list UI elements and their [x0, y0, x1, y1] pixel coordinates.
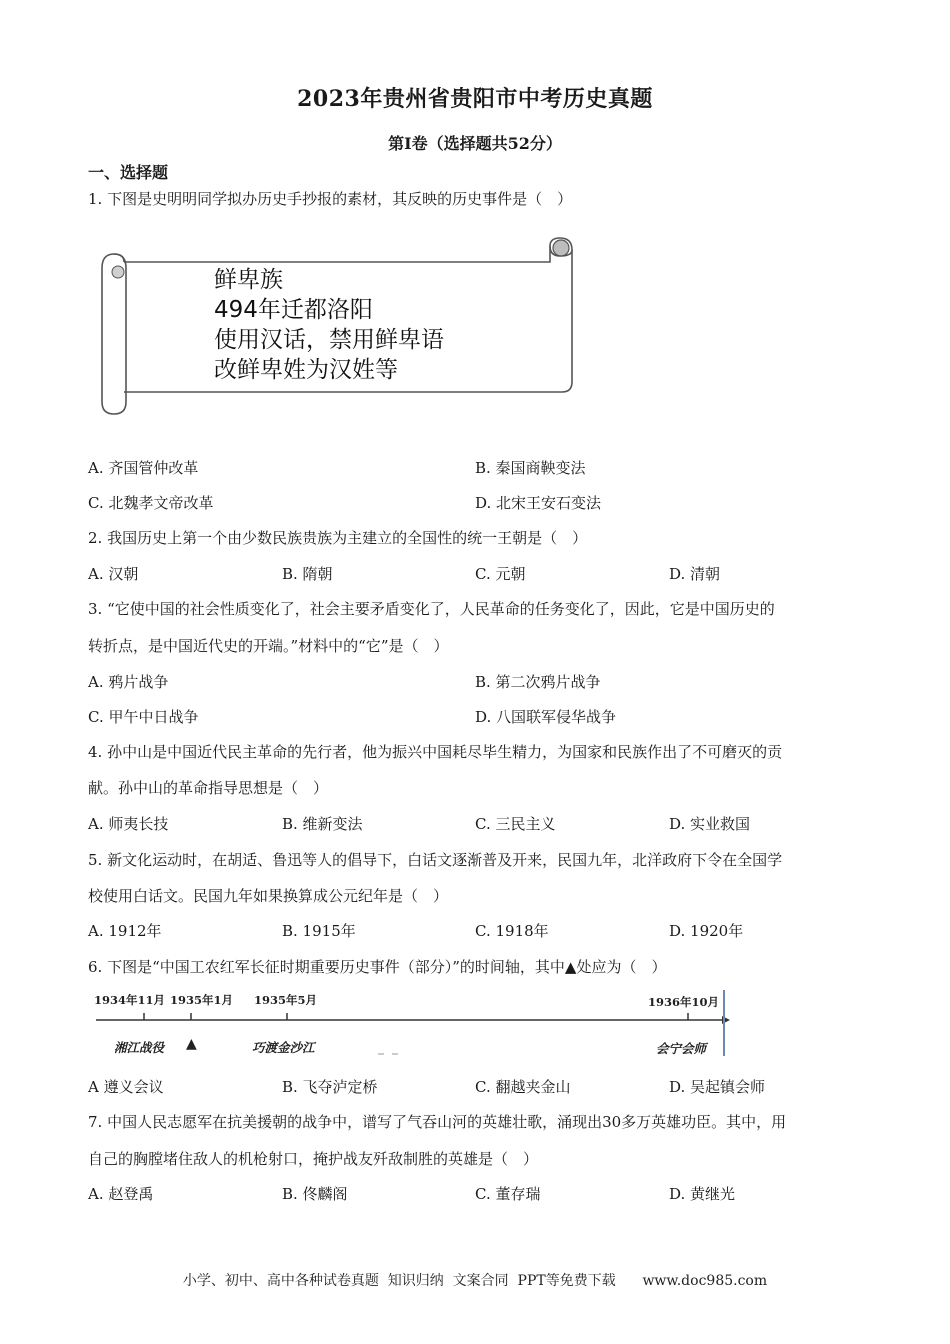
timeline-date: 1935年5月 — [254, 993, 318, 1007]
q7-option-a[interactable]: A. 赵登禹 — [88, 1185, 154, 1203]
page-footer: 小学、初中、高中各种试卷真题 知识归纳 文案合同 PPT等免费下载 www.doc985.com — [182, 1273, 768, 1289]
q7-option-c[interactable]: C. 董存瑞 — [475, 1185, 541, 1203]
q1-option-d[interactable]: D. 北宋王安石变法 — [475, 494, 602, 512]
q5-stem-line1: 5. 新文化运动时，在胡适、鲁迅等人的倡导下，白话文逐渐普及开来，民国九年，北洋政府下令在全国学 — [88, 851, 783, 869]
q2-option-b[interactable]: B. 隋朝 — [282, 565, 333, 583]
scroll-line: 使用汉话，禁用鲜卑语 — [214, 327, 444, 353]
page-subtitle: 第Ⅰ卷（选择题共52分） — [388, 134, 562, 153]
q5-option-b[interactable]: B. 1915年 — [282, 922, 356, 940]
q2-option-c[interactable]: C. 元朝 — [475, 565, 526, 583]
timeline-date: 1936年10月 — [648, 995, 720, 1009]
q5-option-c[interactable]: C. 1918年 — [475, 922, 549, 940]
q6-option-c[interactable]: C. 翻越夹金山 — [475, 1078, 571, 1096]
q2-option-d[interactable]: D. 清朝 — [669, 565, 721, 583]
q7-stem-line2: 自己的胸膛堵住敌人的机枪射口，掩护战友歼敌制胜的英雄是（ ） — [88, 1150, 539, 1168]
q7-option-b[interactable]: B. 佟麟阁 — [282, 1185, 348, 1203]
q5-option-a[interactable]: A. 1912年 — [88, 922, 162, 940]
scroll-text — [214, 265, 444, 385]
q2-option-a[interactable]: A. 汉朝 — [88, 565, 139, 583]
q5-stem-line2: 校使用白话文。民国九年如果换算成公元纪年是（ ） — [88, 887, 449, 905]
timeline-date: 1934年11月 — [94, 993, 166, 1007]
q6-option-b[interactable]: B. 飞夺泸定桥 — [282, 1078, 378, 1096]
q7-option-d[interactable]: D. 黄继光 — [669, 1185, 736, 1203]
page-title: 2023年贵州省贵阳市中考历史真题 — [297, 86, 653, 112]
q3-option-b[interactable]: B. 第二次鸦片战争 — [475, 673, 601, 691]
q2-stem: 2. 我国历史上第一个由少数民族贵族为主建立的全国性的统一王朝是（ ） — [88, 529, 588, 547]
q3-option-a[interactable]: A. 鸦片战争 — [88, 673, 169, 691]
q1-stem: 1. 下图是史明明同学拟办历史手抄报的素材，其反映的历史事件是（ ） — [88, 190, 573, 208]
q1-option-a[interactable]: A. 齐国管仲改革 — [88, 459, 199, 477]
q4-stem-line1: 4. 孙中山是中国近代民主革命的先行者，他为振兴中国耗尽毕生精力，为国家和民族作出了不可磨灭的贡 — [88, 743, 783, 761]
q3-stem-line2: 转折点，是中国近代史的开端。”材料中的“它”是（ ） — [88, 637, 449, 655]
q6-option-a[interactable]: A 遵义会议 — [88, 1078, 164, 1096]
q4-option-d[interactable]: D. 实业救国 — [669, 815, 751, 833]
q4-stem-line2: 献。孙中山的革命指导思想是（ ） — [88, 779, 329, 797]
q6-option-d[interactable]: D. 吴起镇会师 — [669, 1078, 766, 1096]
triangle-icon: ▲ — [186, 1036, 197, 1052]
q7-stem-line1: 7. 中国人民志愿军在抗美援朝的战争中，谱写了气吞山河的英雄壮歌，涌现出30多万英雄功臣。其中，用 — [88, 1113, 787, 1131]
q3-stem-line1: 3. “它使中国的社会性质变化了，社会主要矛盾变化了，人民革命的任务变化了，因此，它是中国历史的 — [88, 600, 775, 618]
section-heading: 一、选择题 — [88, 163, 169, 182]
q4-option-c[interactable]: C. 三民主义 — [475, 815, 556, 833]
q3-option-c[interactable]: C. 甲午中日战争 — [88, 708, 199, 726]
scroll-line: 鲜卑族 — [214, 267, 283, 293]
timeline-event: 会宁会师 — [656, 1041, 707, 1056]
timeline-event: 巧渡金沙江 — [252, 1040, 315, 1055]
scroll-line: 改鲜卑姓为汉姓等 — [214, 357, 398, 383]
timeline-event: 湘江战役 — [114, 1040, 165, 1055]
q3-option-d[interactable]: D. 八国联军侵华战争 — [475, 708, 617, 726]
q1-option-b[interactable]: B. 秦国商鞅变法 — [475, 459, 586, 477]
timeline-date: 1935年1月 — [170, 993, 234, 1007]
q1-option-c[interactable]: C. 北魏孝文帝改革 — [88, 494, 214, 512]
q6-stem: 6. 下图是“中国工农红军长征时期重要历史事件（部分）”的时间轴，其中▲处应为（ ） — [88, 958, 667, 976]
q4-option-b[interactable]: B. 维新变法 — [282, 815, 363, 833]
q4-option-a[interactable]: A. 师夷长技 — [88, 815, 169, 833]
timeline-figure — [88, 986, 738, 1058]
q5-option-d[interactable]: D. 1920年 — [669, 922, 744, 940]
scroll-line: 494年迁都洛阳 — [214, 297, 373, 323]
